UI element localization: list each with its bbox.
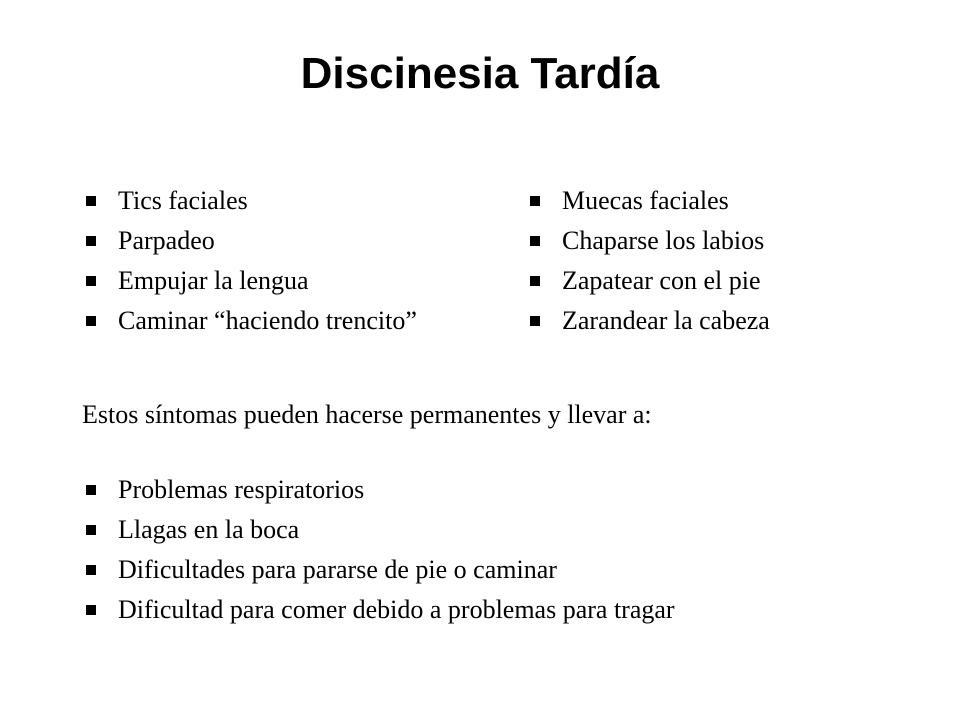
list-item xyxy=(82,590,675,630)
intro-text: Estos síntomas pueden hacerse permanentes y llevar a: xyxy=(82,400,652,429)
list-item-text: Llagas en la boca xyxy=(118,515,300,544)
square-bullet-icon xyxy=(530,316,540,326)
square-bullet-icon xyxy=(530,276,540,286)
symptoms-right-list xyxy=(526,181,770,341)
list-item-text: Parpadeo xyxy=(118,226,215,255)
list-item xyxy=(82,221,417,261)
list-item-text: Dificultades para pararse de pie o caminar xyxy=(118,555,557,584)
list-item xyxy=(82,470,675,510)
square-bullet-icon xyxy=(86,485,96,495)
list-item xyxy=(526,261,770,301)
list-item-text: Zarandear la cabeza xyxy=(562,306,770,335)
square-bullet-icon xyxy=(86,525,96,535)
square-bullet-icon xyxy=(86,236,96,246)
list-item-text: Zapatear con el pie xyxy=(562,266,761,295)
list-item xyxy=(82,181,417,221)
square-bullet-icon xyxy=(86,316,96,326)
square-bullet-icon xyxy=(530,196,540,206)
list-item-text: Dificultad para comer debido a problemas para tragar xyxy=(118,595,675,624)
square-bullet-icon xyxy=(86,196,96,206)
list-item-text: Problemas respiratorios xyxy=(118,475,365,504)
slide-title: Discinesia Tardía xyxy=(300,49,660,98)
square-bullet-icon xyxy=(86,276,96,286)
list-item-text: Caminar “haciendo trencito” xyxy=(118,306,417,335)
list-item xyxy=(82,510,675,550)
symptoms-left-list xyxy=(82,181,417,341)
list-item-text: Empujar la lengua xyxy=(118,266,309,295)
square-bullet-icon xyxy=(86,605,96,615)
list-item xyxy=(526,301,770,341)
list-item xyxy=(82,261,417,301)
square-bullet-icon xyxy=(86,565,96,575)
list-item xyxy=(82,550,675,590)
list-item-text: Muecas faciales xyxy=(562,186,729,215)
list-item xyxy=(82,301,417,341)
list-item xyxy=(526,221,770,261)
list-item-text: Chaparse los labios xyxy=(562,226,765,255)
square-bullet-icon xyxy=(530,236,540,246)
list-item-text: Tics faciales xyxy=(118,186,248,215)
list-item xyxy=(526,181,770,221)
consequences-list xyxy=(82,470,675,630)
